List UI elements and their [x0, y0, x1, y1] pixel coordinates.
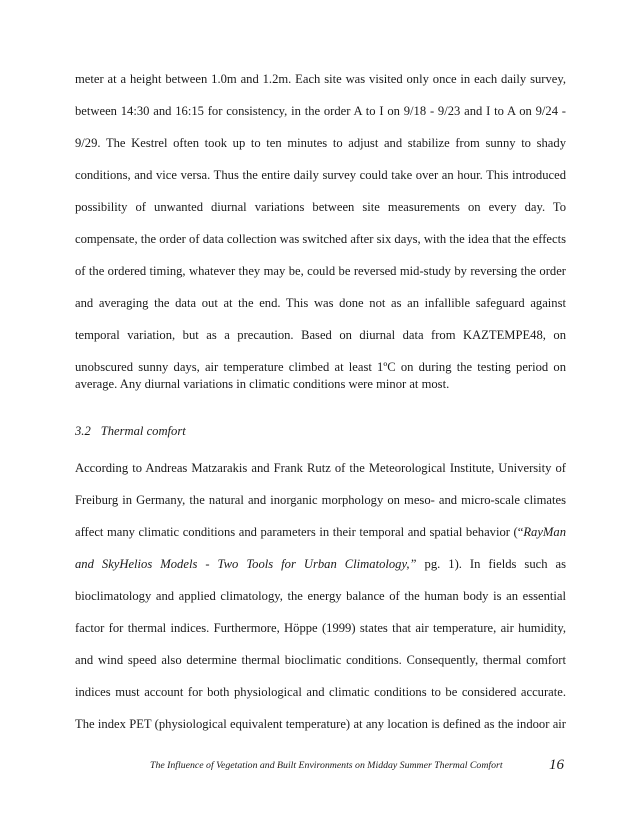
body-text-line: 9/29. The Kestrel often took up to ten minutes to adjust and stabilize from sunny to shady	[75, 136, 566, 150]
text-segment: affect many climatic conditions and parameters in their temporal and spatial behavior (“	[75, 525, 524, 539]
body-text-line: Freiburg in Germany, the natural and inorganic morphology on meso- and micro-scale climates	[75, 493, 566, 507]
page-footer	[150, 757, 566, 775]
body-text-line: meter at a height between 1.0m and 1.2m. Each site was visited only once in each daily survey,	[75, 72, 566, 86]
body-text-line: temporal variation, but as a precaution. Based on diurnal data from KAZTEMPE48, on	[75, 328, 566, 342]
page-number: 16	[549, 757, 564, 773]
body-text-line: indices must account for both physiological and climatic conditions to be considered accurate.	[75, 685, 566, 699]
body-text-line: and wind speed also determine thermal bioclimatic conditions. Consequently, thermal comfort	[75, 653, 566, 667]
body-text-line: and averaging the data out at the end. This was done not as an infallible safeguard against	[75, 296, 566, 310]
footer-title: The Influence of Vegetation and Built Environments on Midday Summer Thermal Comfort	[150, 760, 503, 771]
body-text-line: factor for thermal indices. Furthermore, Höppe (1999) states that air temperature, air humidity,	[75, 621, 566, 635]
body-text-line: between 14:30 and 16:15 for consistency, in the order A to I on 9/18 - 9/23 and I to A on 9/24 -	[75, 104, 566, 118]
body-text-line	[75, 556, 566, 572]
section-number: 3.2	[75, 424, 91, 438]
body-text-line: compensate, the order of data collection was switched after six days, with the idea that the effects	[75, 232, 566, 246]
citation-title: RayMan	[523, 525, 566, 539]
body-text-line: bioclimatology and applied climatology, the energy balance of the human body is an essential	[75, 589, 566, 603]
body-text-line: possibility of unwanted diurnal variations between site measurements on every day. To	[75, 200, 566, 214]
body-text-line: The index PET (physiological equivalent temperature) at any location is defined as the indoor air	[75, 717, 566, 731]
body-text-line	[75, 524, 566, 540]
body-text-line: According to Andreas Matzarakis and Frank Rutz of the Meteorological Institute, University of	[75, 461, 566, 475]
body-text-line: unobscured sunny days, air temperature climbed at least 1ºC on during the testing period on	[75, 360, 566, 374]
section-title: Thermal comfort	[100, 424, 186, 438]
body-text-line: of the ordered timing, whatever they may be, could be reversed mid-study by reversing the order	[75, 264, 566, 278]
body-text-line: conditions, and vice versa. Thus the entire daily survey could take over an hour. This introduced	[75, 168, 566, 182]
text-segment: pg. 1). In fields such as	[416, 557, 566, 571]
citation-title: and SkyHelios Models - Two Tools for Urban Climatology,”	[75, 557, 417, 571]
body-text-line: average. Any diurnal variations in climatic conditions were minor at most.	[75, 377, 450, 391]
section-heading	[75, 423, 186, 439]
